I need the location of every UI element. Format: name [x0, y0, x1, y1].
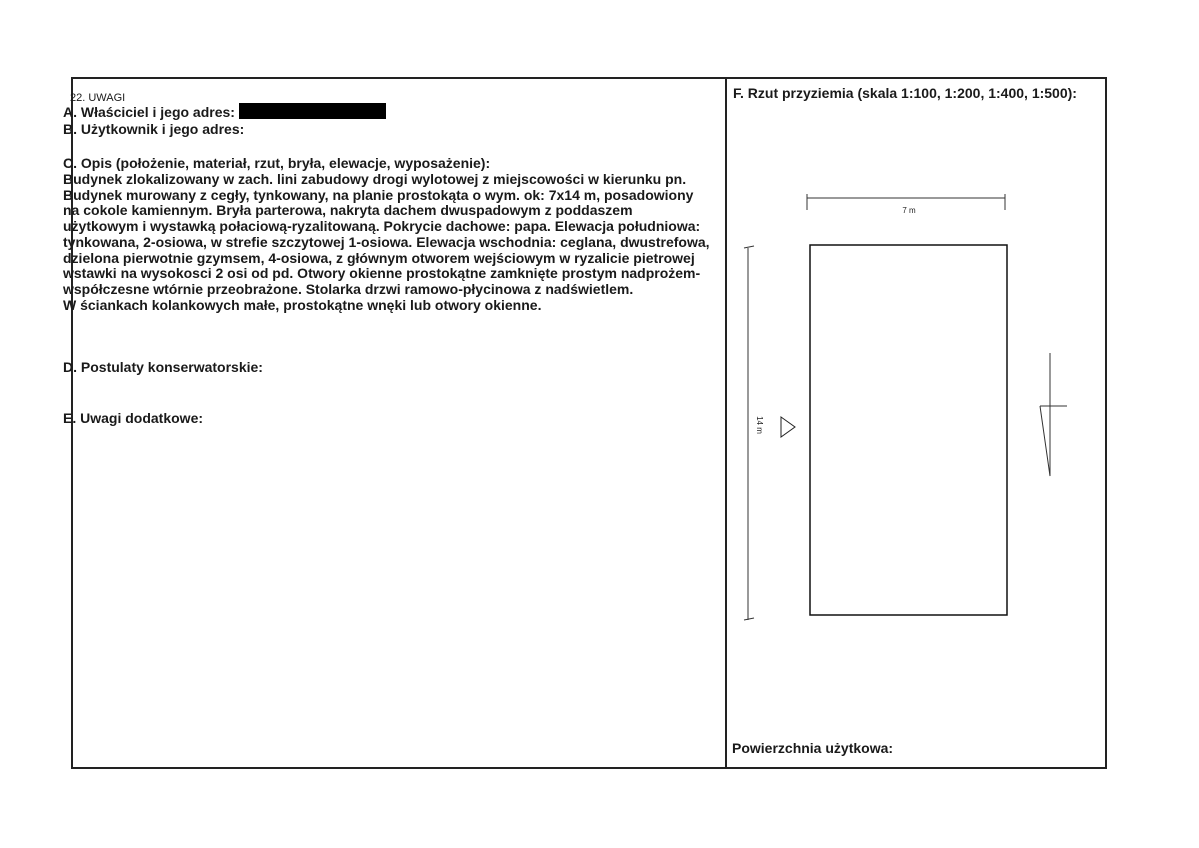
description-line: Budynek zlokalizowany w zach. lini zabudowy drogi wylotowej z miejscowości w kierunku pn.	[63, 171, 687, 187]
description-line: wstawki na wysokosci 2 osi od pd. Otwory okienne prostokątne zamknięte prostym nadprożem-	[63, 265, 701, 282]
additional-label: E. Uwagi dodatkowe:	[63, 410, 204, 426]
description-line: Budynek murowany z cegły, tynkowany, na planie prostokąta o wym. ok: 7x14 m, posadowiony	[63, 186, 694, 203]
description-line: na cokole kamiennym. Bryła parterowa, nakryta dachem dwuspadowym z poddaszem	[63, 202, 633, 219]
description-text	[63, 172, 710, 313]
description-line: tynkowana, 2-osiowa, w strefie szczytowej 1-osiowa. Elewacja wschodnia: ceglana, dwustrefowa,	[63, 233, 710, 250]
plan-label: F. Rzut przyziemia (skala 1:100, 1:200, 1:400, 1:500):	[733, 85, 1077, 101]
description-line: współczesne wtórnie przeobrażone. Stolarka drzwi ramowo-płycinowa z nadświetlem.	[63, 280, 634, 297]
width-dimension-label: 7 m	[902, 206, 916, 215]
description-line: użytkowym i wystawką połaciową-ryzalitowaną. Pokrycie dachowe: papa. Elewacja południowa:	[63, 218, 701, 235]
entrance-triangle-icon	[781, 417, 795, 437]
usable-area-label: Powierzchnia użytkowa:	[732, 740, 894, 756]
description-line: dzielona pierwotnie gzymsem, 4-osiowa, z głównym otworem wejściowym w ryzalicie pietrowej	[63, 249, 695, 266]
description-line: W ściankach kolankowych małe, prostokątne wnęki lub otwory okienne.	[63, 296, 542, 313]
redacted-owner-address	[239, 103, 386, 119]
owner-label: A. Właściciel i jego adres:	[63, 104, 235, 120]
description-label: C. Opis (położenie, materiał, rzut, bryła, elewacje, wyposażenie):	[63, 155, 491, 171]
user-label: B. Użytkownik i jego adres:	[63, 121, 245, 137]
building-outline	[810, 245, 1007, 615]
section-number: 22. UWAGI	[70, 92, 126, 104]
ground-floor-plan	[727, 180, 1087, 640]
length-dimension-label: 14 m	[755, 416, 764, 434]
conservation-label: D. Postulaty konserwatorskie:	[63, 359, 263, 375]
